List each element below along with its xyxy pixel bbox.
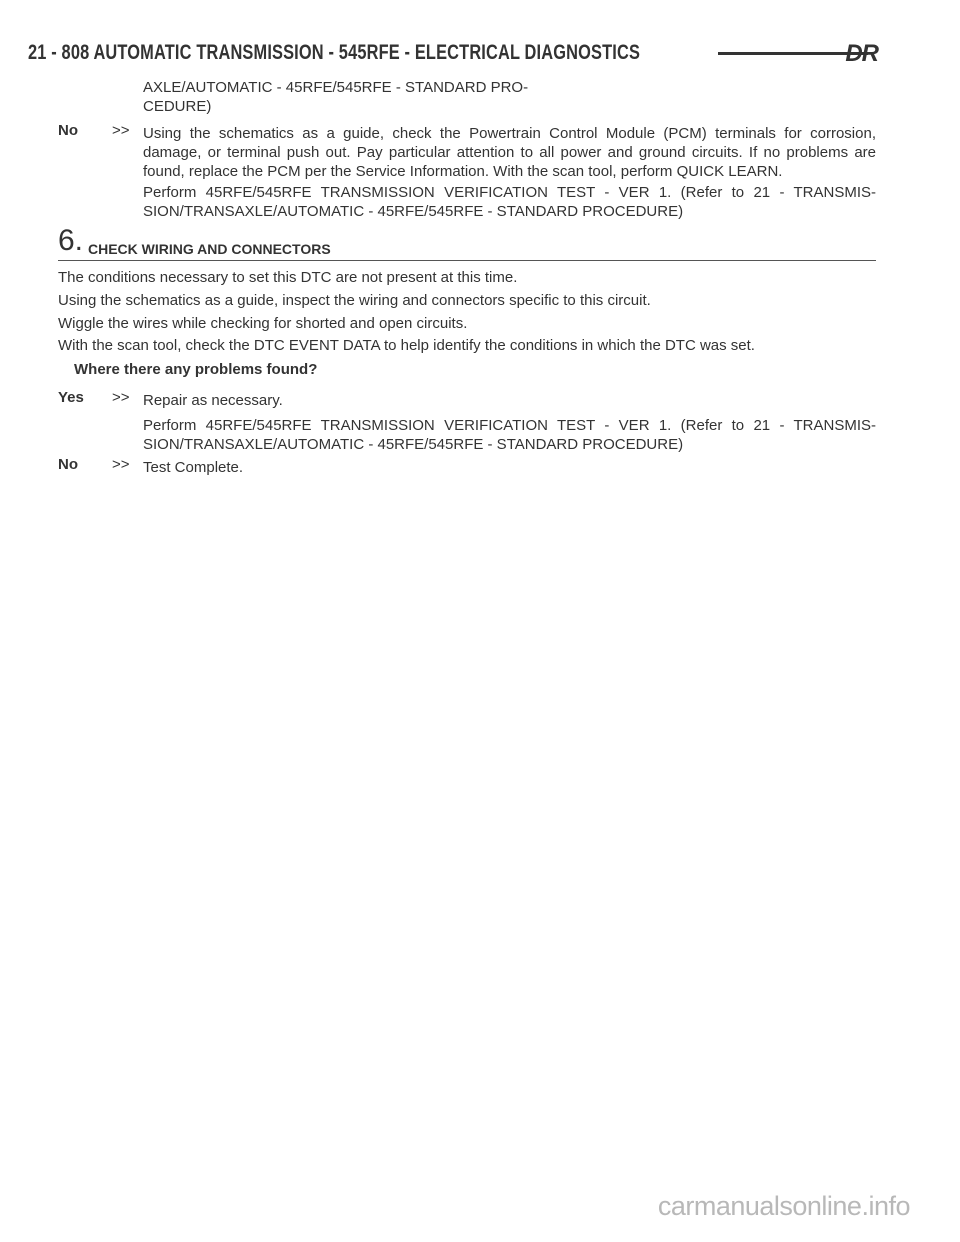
brand-logo: DR: [845, 40, 878, 67]
page-header: [28, 38, 878, 68]
no-label-step6: No: [58, 456, 78, 473]
yes-paragraph-2: Perform 45RFE/545RFE TRANSMISSION VERIFICATION TEST - VER 1. (Refer to 21 - TRANSMIS-SION/TRANSAXLE/AUTOMATIC - 45RFE/545RFE - STANDARD PROCEDURE): [143, 417, 876, 453]
continuation-text: AXLE/AUTOMATIC - 45RFE/545RFE - STANDARD PRO- CEDURE): [143, 79, 529, 115]
page-title: 21 - 808 AUTOMATIC TRANSMISSION - 545RFE - ELECTRICAL DIAGNOSTICS: [28, 41, 641, 64]
step6-line-2: Using the schematics as a guide, inspect the wiring and connectors specific to this circuit.: [58, 292, 651, 309]
result-arrow-step6-no: >>: [112, 456, 130, 473]
step5-no-paragraph-1: Using the schematics as a guide, check the Powertrain Control Module (PCM) terminals for corrosion, damage, or terminal push out. Pay particular attention to all power and ground circuits. If no problems are found, replace the PCM per the Service Information. With the scan tool, perform QUICK LEARN.: [143, 125, 876, 180]
step-title: CHECK WIRING AND CONNECTORS: [88, 241, 331, 257]
step5-no-paragraph-2: Perform 45RFE/545RFE TRANSMISSION VERIFICATION TEST - VER 1. (Refer to 21 - TRANSMIS-SION/TRANSAXLE/AUTOMATIC - 45RFE/545RFE - STANDARD PROCEDURE): [143, 184, 876, 220]
step6-line-4: With the scan tool, check the DTC EVENT DATA to help identify the conditions in which the DTC was set.: [58, 337, 755, 354]
yes-paragraph-1: Repair as necessary.: [143, 392, 283, 409]
result-arrow-yes: >>: [112, 389, 130, 406]
result-arrow-step5-no: >>: [112, 122, 130, 139]
step-number: 6.: [58, 224, 84, 257]
step-divider: [58, 260, 876, 261]
step6-line-3: Wiggle the wires while checking for shorted and open circuits.: [58, 315, 468, 332]
yes-label: Yes: [58, 389, 84, 406]
step6-line-1: The conditions necessary to set this DTC are not present at this time.: [58, 269, 518, 286]
watermark: carmanualsonline.info: [657, 1191, 910, 1221]
no-paragraph-step6: Test Complete.: [143, 459, 244, 476]
step6-question: Where there any problems found?: [74, 361, 318, 378]
no-label-step5: No: [58, 122, 78, 139]
